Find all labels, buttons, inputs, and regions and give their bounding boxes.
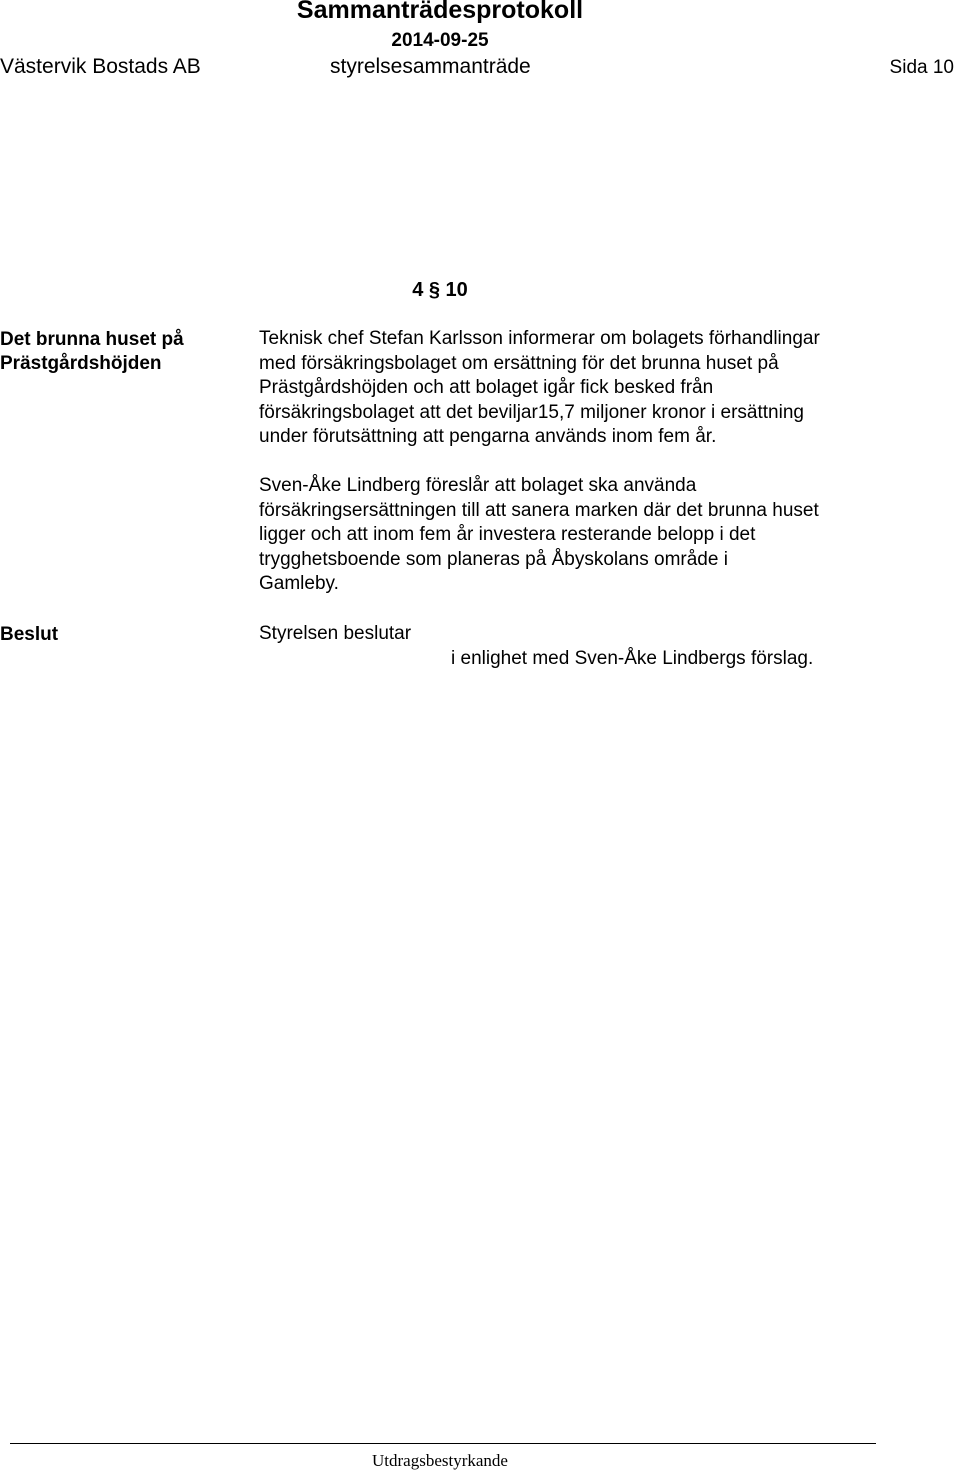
decision-heading: Beslut bbox=[0, 624, 59, 645]
page-number: Sida 10 bbox=[889, 57, 954, 78]
proposal-text-line: ligger och att inom fem år investera resterande belopp i det bbox=[259, 524, 756, 545]
footer-label: Utdragsbestyrkande bbox=[372, 1451, 508, 1470]
topic-heading-line1: Det brunna huset på bbox=[0, 329, 184, 350]
decision-text-line1: Styrelsen beslutar bbox=[259, 623, 412, 644]
topic-text-line: Teknisk chef Stefan Karlsson informerar om bolagets förhandlingar bbox=[259, 328, 820, 349]
document-title: Sammanträdesprotokoll bbox=[296, 0, 584, 24]
topic-heading-line2: Prästgårdshöjden bbox=[0, 353, 162, 374]
proposal-text-line: Gamleby. bbox=[259, 573, 339, 594]
meeting-date: 2014-09-25 bbox=[391, 30, 489, 51]
meeting-type: styrelsesammanträde bbox=[330, 55, 531, 78]
proposal-text-line: Sven-Åke Lindberg föreslår att bolaget ska använda bbox=[259, 475, 697, 496]
decision-text-line2: i enlighet med Sven-Åke Lindbergs förslag. bbox=[451, 648, 814, 669]
proposal-text-line: försäkringsersättningen till att sanera marken där det brunna huset bbox=[259, 500, 819, 521]
topic-text-line: försäkringsbolaget att det beviljar15,7 miljoner kronor i ersättning bbox=[259, 402, 804, 423]
topic-text-line: under förutsättning att pengarna används inom fem år. bbox=[259, 426, 717, 447]
topic-text-line: Prästgårdshöjden och att bolaget igår fick besked från bbox=[259, 377, 714, 398]
company-name: Västervik Bostads AB bbox=[0, 55, 201, 78]
paragraph-number: 4 § 10 bbox=[412, 279, 468, 301]
footer-rule bbox=[10, 1443, 876, 1444]
proposal-text-line: trygghetsboende som planeras på Åbyskolans område i bbox=[259, 549, 728, 570]
topic-text-line: med försäkringsbolaget om ersättning för det brunna huset på bbox=[259, 353, 779, 374]
